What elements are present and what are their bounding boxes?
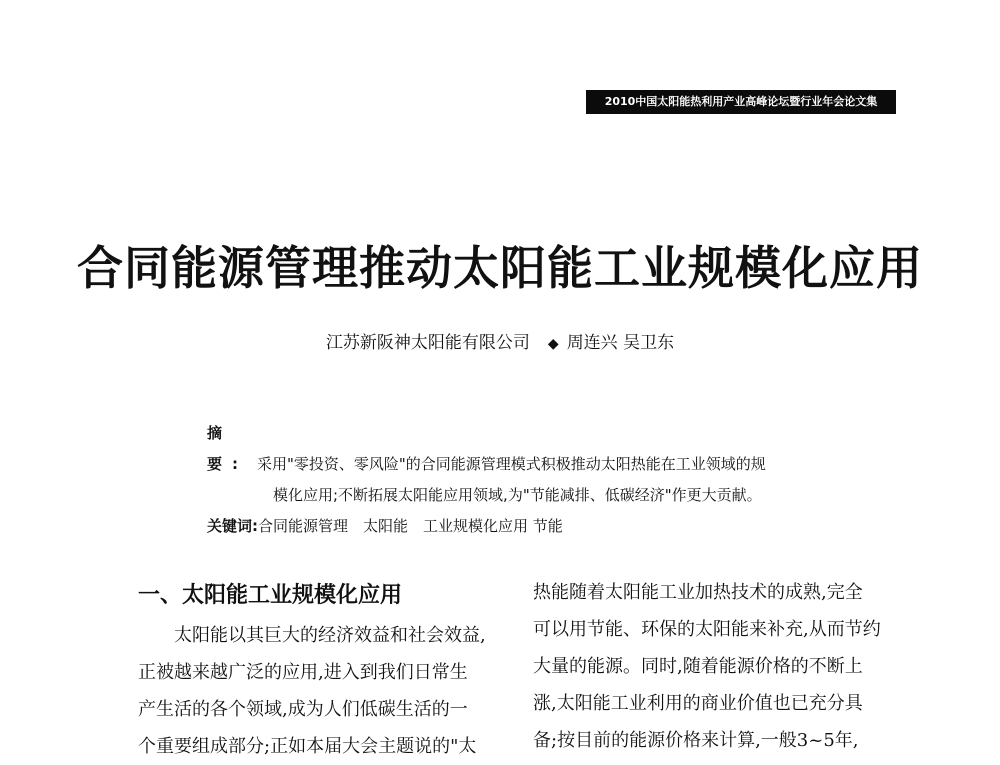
abstract-label: 摘 要: xyxy=(207,424,248,473)
body-line: 热能随着太阳能工业加热技术的成熟,完全 xyxy=(533,582,863,603)
left-column xyxy=(138,617,504,765)
diamond-icon: ◆ xyxy=(547,336,559,352)
abstract-line-1 xyxy=(207,418,887,480)
keywords-line xyxy=(207,511,887,542)
body-line: 个重要组成部分;正如本届大会主题说的"太 xyxy=(138,736,477,757)
body-line: 备;按目前的能源价格来计算,一般3~5年, xyxy=(533,730,859,751)
keywords-text: 合同能源管理 太阳能 工业规模化应用 节能 xyxy=(258,517,563,535)
body-line: 可以用节能、环保的太阳能来补充,从而节约 xyxy=(533,619,881,640)
keywords-label: 关键词: xyxy=(207,517,258,535)
abstract-text-1: 采用"零投资、零风险"的合同能源管理模式积极推动太阳热能在工业领域的规 xyxy=(257,455,766,473)
abstract-line-2 xyxy=(207,480,887,511)
paper-title: 合同能源管理推动太阳能工业规模化应用 xyxy=(77,241,923,295)
proceedings-banner: 2010中国太阳能热利用产业高峰论坛暨行业年会论文集 xyxy=(586,90,896,114)
affiliation: 江苏新阪神太阳能有限公司 xyxy=(325,333,530,353)
body-line: 产生活的各个领域,成为人们低碳生活的一 xyxy=(138,699,468,720)
body-line: 大量的能源。同时,随着能源价格的不断上 xyxy=(533,656,863,677)
byline xyxy=(0,328,1000,353)
abstract-block xyxy=(207,418,887,542)
authors: 周连兴 吴卫东 xyxy=(566,333,675,353)
section-heading: 一、太阳能工业规模化应用 xyxy=(138,583,403,608)
body-line: 太阳能以其巨大的经济效益和社会效益, xyxy=(174,625,486,646)
abstract-text-2: 模化应用;不断拓展太阳能应用领域,为"节能减排、低碳经济"作更大贡献。 xyxy=(273,486,762,504)
body-line: 正被越来越广泛的应用,进入到我们日常生 xyxy=(138,662,468,683)
right-column xyxy=(533,574,899,759)
body-line: 涨,太阳能工业利用的商业价值也已充分具 xyxy=(533,693,863,714)
